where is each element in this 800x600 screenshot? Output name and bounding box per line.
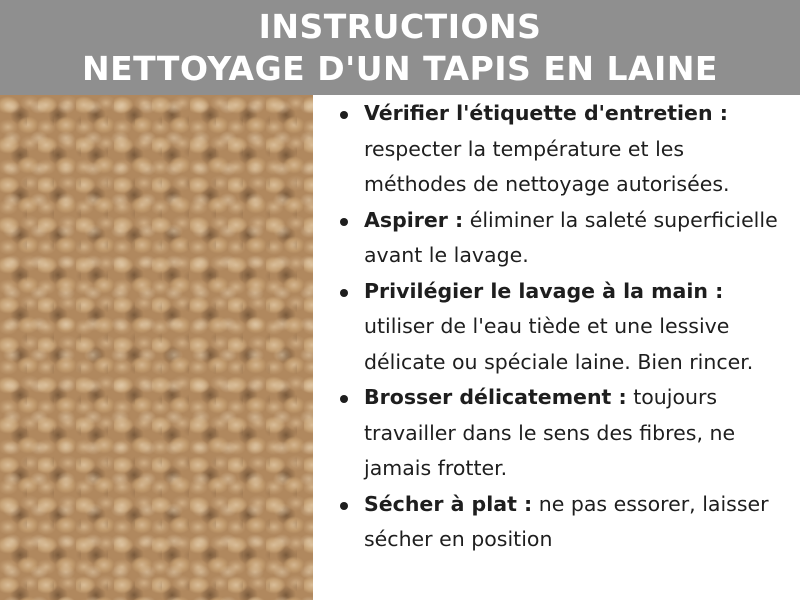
instruction-term: Vérifier l'étiquette d'entretien :	[364, 101, 728, 125]
instruction-text: ne pas essorer, laisser sécher en position	[364, 491, 769, 551]
instruction-item-hand-wash	[336, 274, 792, 381]
title-line-2: NETTOYAGE D'UN TAPIS EN LAINE	[82, 48, 718, 88]
instruction-item-brush	[336, 380, 792, 487]
title-line-1: INSTRUCTIONS	[258, 6, 542, 46]
instruction-term: Privilégier le lavage à la main :	[364, 278, 724, 303]
instruction-term: Aspirer :	[364, 207, 464, 232]
wool-carpet-photo	[0, 95, 313, 600]
bullet-icon	[340, 395, 348, 403]
instruction-term: Brosser délicatement :	[364, 385, 627, 409]
instruction-item-dry	[336, 487, 792, 558]
instruction-text: éliminer la saleté superficielle avant le lavage.	[364, 207, 778, 267]
bullet-icon	[340, 111, 348, 119]
instruction-list	[336, 96, 792, 558]
bullet-icon	[340, 218, 348, 226]
instruction-text: respecter la température et les méthodes de nettoyage autorisées.	[364, 136, 730, 196]
instruction-item-label-check	[336, 96, 792, 203]
instruction-text: utiliser de l'eau tiède et une lessive délicate ou spéciale laine. Bien rincer.	[364, 314, 754, 374]
instruction-term: Sécher à plat :	[364, 491, 533, 516]
bullet-icon	[340, 289, 348, 297]
instruction-item-vacuum	[336, 203, 792, 274]
header-banner	[0, 0, 800, 95]
instruction-text: toujours travailler dans le sens des fibres, ne jamais frotter.	[364, 385, 736, 480]
bullet-icon	[340, 502, 348, 510]
